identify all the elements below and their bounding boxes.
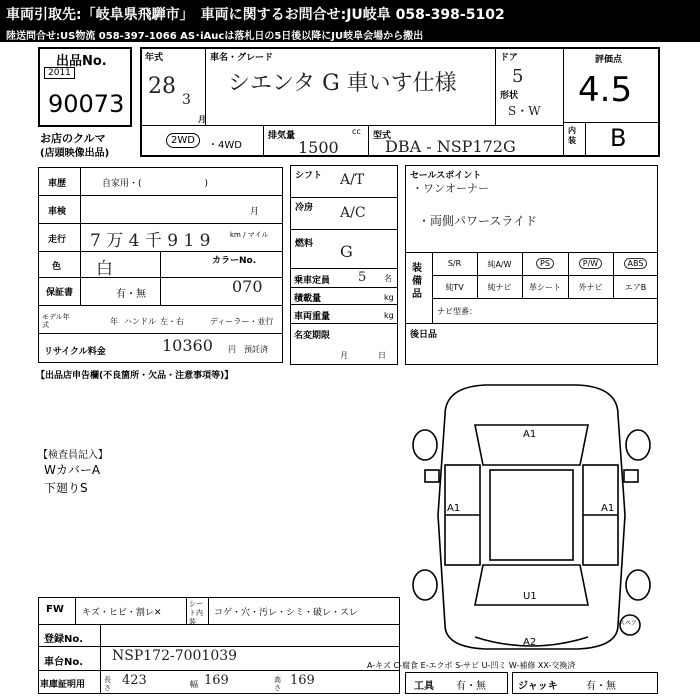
interior-value: B bbox=[610, 124, 627, 152]
equip-airbag: エアB bbox=[624, 283, 647, 292]
displacement-value: 1500 bbox=[298, 138, 339, 157]
displacement-unit: cc bbox=[352, 127, 361, 136]
seat-items: コゲ・穴・汚レ・シミ・破レ・スレ bbox=[214, 608, 359, 618]
door-value: 5 bbox=[512, 66, 524, 87]
door-label: ドア bbox=[500, 53, 518, 63]
equip-navi: 純ナビ bbox=[487, 283, 512, 292]
model-year-label: モデル年式 bbox=[42, 313, 70, 329]
name-grade-label: 車名・グレード bbox=[210, 53, 274, 63]
width-label: 幅 bbox=[190, 680, 198, 689]
shop-line-2: (店頭映像出品) bbox=[40, 148, 110, 159]
mark-rear-bumper: A2 bbox=[523, 637, 537, 648]
year-value: 28 bbox=[148, 74, 176, 99]
wheel-front-right bbox=[626, 430, 650, 460]
load-label: 積載量 bbox=[294, 294, 322, 304]
retrofit-label: 後日品 bbox=[410, 330, 438, 340]
sales-label: セールスポイント bbox=[410, 171, 482, 181]
shift-label: シフト bbox=[295, 171, 323, 181]
jack-label: ジャッキ bbox=[518, 681, 558, 692]
header-line-1: 車両引取先:「岐阜県飛騨市」 車両に関するお問合せ:JU岐阜 058-398-5102 bbox=[0, 0, 700, 26]
chassis-label: 車台No. bbox=[44, 657, 84, 668]
roof bbox=[490, 470, 573, 560]
width-value: 169 bbox=[204, 673, 229, 688]
fw-items: キズ・ヒビ・割レ✕ bbox=[82, 608, 162, 618]
model-label: 型式 bbox=[373, 131, 392, 141]
shift-value: A/T bbox=[340, 172, 365, 188]
year-label: 年式 bbox=[145, 53, 164, 63]
month-value: 3 bbox=[182, 92, 191, 108]
colorno-value: 070 bbox=[232, 277, 263, 296]
history-value: 自家用・( ) bbox=[102, 179, 209, 189]
recycle-note: 預託済 bbox=[244, 345, 268, 354]
capacity-value: 5 bbox=[358, 270, 367, 285]
history-label: 車歴 bbox=[48, 179, 67, 189]
cooling-value: A/C bbox=[340, 205, 366, 221]
car-diagram bbox=[405, 375, 658, 657]
mirror-left bbox=[425, 470, 439, 482]
tools-label: 工具 bbox=[414, 681, 434, 692]
inspector-label: 【検査員記入】 bbox=[38, 450, 108, 461]
score-value: 4.5 bbox=[578, 70, 633, 110]
color-value: 白 bbox=[96, 259, 113, 279]
tools-value: 有・無 bbox=[456, 681, 486, 692]
shape-value: S・W bbox=[508, 104, 541, 118]
seat-label: シート内装 bbox=[189, 600, 203, 626]
lot-label: 出品No. bbox=[56, 54, 107, 69]
inspector-line-2: 下廻りS bbox=[44, 481, 88, 495]
length-label: 長さ bbox=[104, 676, 111, 692]
name-change-day: 日 bbox=[378, 351, 386, 360]
equip-label: 装備品 bbox=[412, 263, 422, 300]
drive-4wd: ・4WD bbox=[208, 140, 242, 151]
warranty-value: 有・無 bbox=[116, 289, 146, 300]
equip-aw: 純A/W bbox=[487, 260, 512, 269]
name-change-label: 名変期限 bbox=[294, 331, 331, 341]
wheel-front-left bbox=[413, 430, 437, 460]
equip-ps: PS bbox=[522, 259, 568, 268]
equip-tv: 純TV bbox=[445, 283, 464, 292]
fuel-value: G bbox=[340, 242, 353, 261]
spare-label: スペア bbox=[619, 620, 638, 627]
handle-label: ハンドル bbox=[124, 317, 156, 326]
recycle-label: リサイクル料金 bbox=[44, 347, 106, 357]
model-value: DBA - NSP172G bbox=[385, 137, 516, 156]
length-value: 423 bbox=[122, 673, 147, 688]
shape-label: 形状 bbox=[500, 91, 519, 101]
inspection-month: 月 bbox=[250, 207, 260, 217]
mark-front: A1 bbox=[523, 429, 537, 440]
score-label: 評価点 bbox=[595, 55, 623, 65]
height-value: 169 bbox=[290, 673, 315, 688]
header-line-2: 陸送問合せ:US物流 058-397-1066 AS･iAucは落札日の5日後以降にJU岐阜会場から搬出 bbox=[0, 26, 700, 42]
equip-abs: ABS bbox=[613, 259, 658, 268]
capacity-unit: 名 bbox=[384, 274, 392, 283]
mileage-unit: km / マイル bbox=[230, 231, 269, 239]
color-label: 色 bbox=[52, 262, 62, 272]
notes-label: 【出品店申告欄(不良箇所・欠品・注意事項等)】 bbox=[36, 371, 234, 381]
model-year-unit: 年 bbox=[110, 317, 118, 326]
equip-pw: P/W bbox=[568, 259, 613, 268]
capacity-label: 乗車定員 bbox=[294, 276, 331, 286]
height-label: 高さ bbox=[274, 676, 281, 692]
warranty-label: 保証書 bbox=[46, 288, 74, 298]
jack-value: 有・無 bbox=[586, 681, 616, 692]
wheel-rear-left bbox=[413, 570, 437, 600]
dealer-label: ディーラー・並行 bbox=[210, 317, 274, 326]
equip-ext-navi: 外ナビ bbox=[578, 283, 603, 292]
mirror-right bbox=[624, 470, 638, 482]
weight-label: 車両重量 bbox=[294, 312, 331, 322]
load-unit: kg bbox=[384, 293, 394, 302]
recycle-unit: 円 bbox=[228, 345, 236, 354]
inspection-label: 車検 bbox=[48, 207, 67, 217]
sales-line-2: ・両側パワースライド bbox=[418, 214, 538, 228]
name-change-month: 月 bbox=[340, 351, 348, 360]
sales-line-1: ・ワンオーナー bbox=[412, 182, 489, 195]
mark-right: A1 bbox=[601, 503, 615, 514]
drive-2wd: 2WD bbox=[166, 133, 200, 148]
equip-sr: S/R bbox=[447, 259, 462, 268]
chassis-value: NSP172-7001039 bbox=[112, 648, 238, 664]
handle-value: 左・右 bbox=[160, 317, 184, 326]
equip-leather: 革シート bbox=[529, 283, 561, 292]
mark-rear: U1 bbox=[523, 591, 537, 602]
wheel-rear-right bbox=[626, 570, 650, 600]
recycle-value: 10360 bbox=[162, 336, 213, 355]
lot-number: 90073 bbox=[48, 90, 125, 118]
cooling-label: 冷房 bbox=[295, 203, 314, 213]
mileage-value: 7 万 4 千 9 1 9 bbox=[90, 231, 211, 251]
lot-year: 2011 bbox=[44, 67, 75, 79]
mileage-label: 走行 bbox=[48, 235, 67, 245]
name-grade-value: シエンタ G 車いす仕様 bbox=[228, 71, 457, 96]
inspector-line-1: WカバーA bbox=[44, 463, 101, 477]
reg-label: 登録No. bbox=[44, 634, 84, 645]
colorno-label: カラーNo. bbox=[212, 256, 257, 266]
cert-label: 車庫証明用 bbox=[40, 680, 86, 690]
shop-line-1: お店のクルマ bbox=[40, 132, 106, 145]
weight-unit: kg bbox=[384, 311, 394, 320]
damage-legend: A-キズ C-腐食 E-エクボ S-サビ U-凹ミ W-補修 XX-交換済 bbox=[367, 661, 576, 670]
displacement-label: 排気量 bbox=[268, 131, 296, 141]
month-label: 月 bbox=[198, 115, 206, 124]
interior-label: 内装 bbox=[568, 126, 576, 145]
mark-left: A1 bbox=[447, 503, 461, 514]
navi-label: ナビ型番： bbox=[437, 307, 477, 316]
fw-label: FW bbox=[46, 604, 64, 615]
fuel-label: 燃料 bbox=[295, 239, 314, 249]
